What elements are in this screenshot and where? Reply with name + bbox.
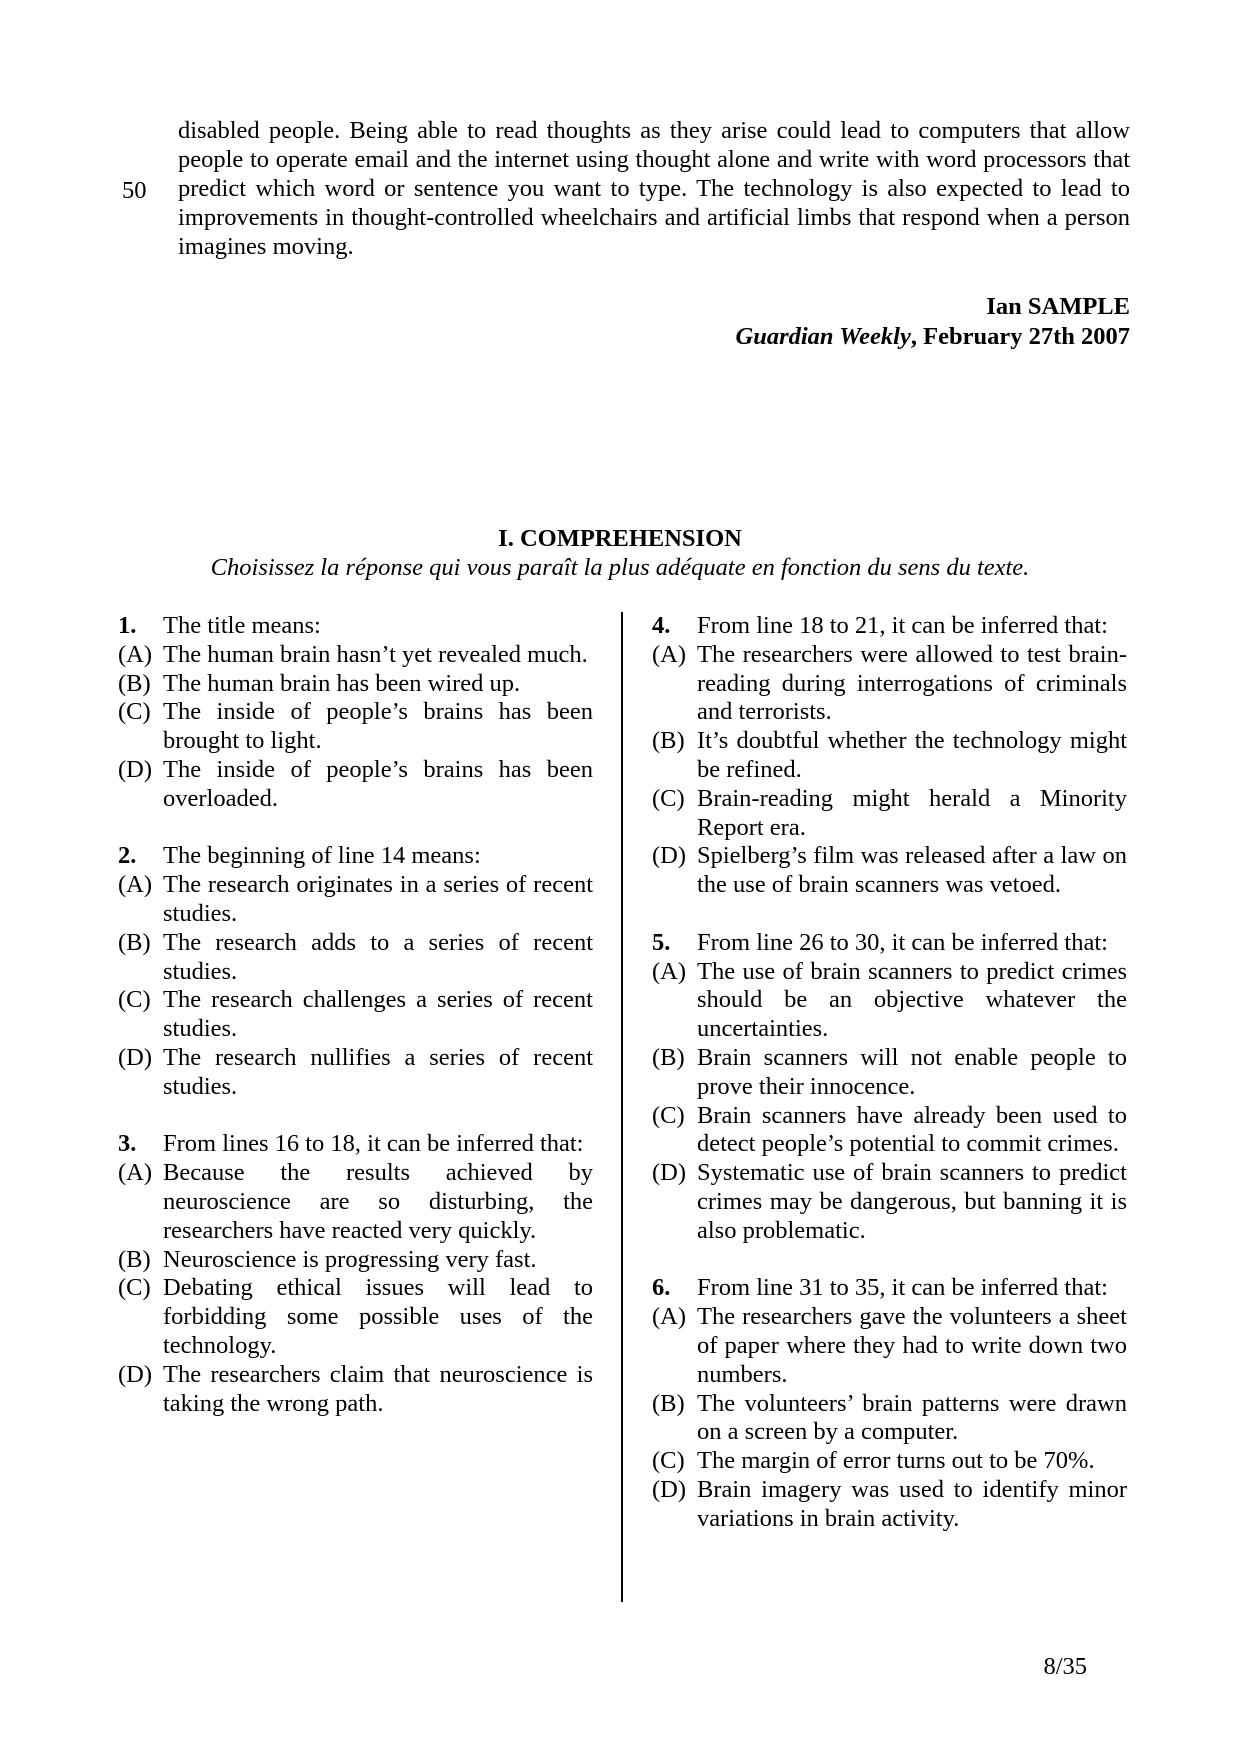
option [118, 698, 593, 756]
option-text: Brain imagery was used to identify minor variations in brain activity. [697, 1475, 1127, 1532]
question-stem: From lines 16 to 18, it can be inferred that: [163, 1130, 584, 1158]
column-divider [621, 612, 623, 1602]
question-stem: The title means: [163, 612, 321, 639]
option-label: (A) [118, 640, 153, 668]
option [652, 1303, 1127, 1389]
author: Ian SAMPLE [986, 293, 1130, 320]
question-6 [652, 1274, 1127, 1533]
option [118, 1361, 593, 1419]
option-label: (C) [118, 698, 151, 726]
option-label: (B) [652, 727, 685, 755]
option [118, 929, 593, 987]
option-label: (A) [652, 1303, 687, 1331]
option [652, 785, 1127, 843]
questions-left-column [118, 612, 593, 1447]
option-text: The volunteers’ brain patterns were drawn on a screen by a computer. [697, 1389, 1127, 1446]
option-label: (A) [118, 1159, 153, 1187]
option-label: (D) [118, 1360, 153, 1388]
option-label: (D) [652, 1475, 687, 1503]
option-label: (B) [118, 1245, 151, 1273]
option-text: The researchers gave the volunteers a sheet of paper where they had to write down two numbers. [697, 1303, 1127, 1388]
option-text: It’s doubtful whether the technology might be refined. [697, 727, 1127, 783]
option [652, 958, 1127, 1044]
option-label: (C) [118, 986, 151, 1014]
question-stem: The beginning of line 14 means: [163, 842, 481, 870]
option-label: (C) [652, 1101, 685, 1129]
question-stem: From line 18 to 21, it can be inferred that: [697, 612, 1108, 639]
attribution [736, 292, 1131, 352]
option-text: Brain-reading might herald a Minority Report era. [697, 784, 1127, 841]
section-title: I. COMPREHENSION [498, 525, 742, 552]
question-4 [652, 612, 1127, 900]
question-1 [118, 612, 593, 814]
option-text: The inside of people’s brains has been overloaded. [163, 755, 593, 812]
option-label: (D) [118, 1043, 153, 1071]
question-number: 2. [118, 842, 137, 870]
option-text: The human brain has been wired up. [163, 669, 521, 697]
option [118, 670, 593, 699]
option-text: Brain scanners have already been used to detect people’s potential to commit crimes. [697, 1101, 1127, 1158]
option-text: Because the results achieved by neuroscience are so disturbing, the researchers have reacted very quickly. [163, 1159, 593, 1244]
publication-date: , February 27th 2007 [910, 323, 1130, 350]
section-instructions: Choisissez la réponse qui vous paraît la plus adéquate en fonction du sens du texte. [210, 554, 1030, 581]
option-label: (A) [652, 957, 687, 985]
option [652, 641, 1127, 727]
option-text: The researchers claim that neuroscience is taking the wrong path. [163, 1360, 593, 1417]
option-text: The research nullifies a series of recent studies. [163, 1043, 593, 1100]
question-number: 1. [118, 612, 137, 639]
question-stem: From line 26 to 30, it can be inferred that: [697, 928, 1108, 956]
questions-right-column [652, 612, 1127, 1562]
page-number: 8/35 [1043, 1653, 1087, 1680]
option [652, 1476, 1127, 1534]
option [118, 1044, 593, 1102]
option-text: The research originates in a series of recent studies. [163, 871, 593, 927]
option-label: (C) [652, 784, 685, 812]
option-text: Debating ethical issues will lead to forbidding some possible uses of the technology. [163, 1274, 593, 1359]
question-number: 3. [118, 1130, 137, 1158]
option-text: The human brain hasn’t yet revealed much. [163, 640, 588, 668]
question-5 [652, 929, 1127, 1246]
line-number: 50 [122, 177, 147, 204]
source-line [736, 322, 1131, 352]
question-3 [118, 1130, 593, 1418]
option [118, 1246, 593, 1275]
option-label: (C) [118, 1274, 151, 1302]
option-label: (B) [118, 669, 151, 697]
option-text: Neuroscience is progressing very fast. [163, 1245, 537, 1273]
option [118, 641, 593, 670]
option [652, 1159, 1127, 1245]
option-label: (C) [652, 1447, 685, 1475]
option-label: (A) [118, 871, 153, 899]
option-label: (B) [652, 1043, 685, 1071]
option [652, 842, 1127, 900]
option [652, 1102, 1127, 1160]
option [652, 1447, 1127, 1476]
option-text: Brain scanners will not enable people to prove their innocence. [697, 1043, 1127, 1100]
option-text: Systematic use of brain scanners to predict crimes may be dangerous, but banning it is also problematic. [697, 1159, 1127, 1244]
option [652, 1390, 1127, 1448]
option [118, 1274, 593, 1360]
question-2 [118, 842, 593, 1101]
option [652, 1044, 1127, 1102]
option [118, 871, 593, 929]
passage-text: disabled people. Being able to read thoughts as they arise could lead to computers that allow people to operate email and the internet using thought alone and write with word processors that predict which word or sentence you want to type. The technology is also expected to lead to improvements in thought-controlled wheelchairs and artificial limbs that respond when a person imagines moving. [178, 117, 1130, 260]
option-text: Spielberg’s film was released after a law on the use of brain scanners was vetoed. [697, 842, 1127, 899]
option [118, 756, 593, 814]
option-text: The margin of error turns out to be 70%. [697, 1447, 1095, 1475]
question-number: 4. [652, 612, 671, 639]
option-text: The research adds to a series of recent studies. [163, 928, 593, 985]
option-label: (D) [118, 755, 153, 783]
passage [178, 116, 1130, 261]
question-stem: From line 31 to 35, it can be inferred that: [697, 1274, 1108, 1302]
option-text: The researchers were allowed to test brain-reading during interrogations of criminals and terrorists. [697, 640, 1127, 726]
option-text: The inside of people’s brains has been brought to light. [163, 698, 593, 755]
option-label: (A) [652, 640, 687, 668]
option [652, 727, 1127, 785]
option [118, 1159, 593, 1245]
option-label: (B) [118, 928, 151, 956]
option-label: (D) [652, 842, 687, 870]
question-number: 5. [652, 928, 671, 956]
option-label: (D) [652, 1159, 687, 1187]
publication: Guardian Weekly [735, 323, 911, 350]
option-text: The use of brain scanners to predict crimes should be an objective whatever the uncertainties. [697, 957, 1127, 1043]
option-label: (B) [652, 1389, 685, 1417]
question-number: 6. [652, 1274, 671, 1302]
option [118, 986, 593, 1044]
option-text: The research challenges a series of recent studies. [163, 986, 593, 1043]
